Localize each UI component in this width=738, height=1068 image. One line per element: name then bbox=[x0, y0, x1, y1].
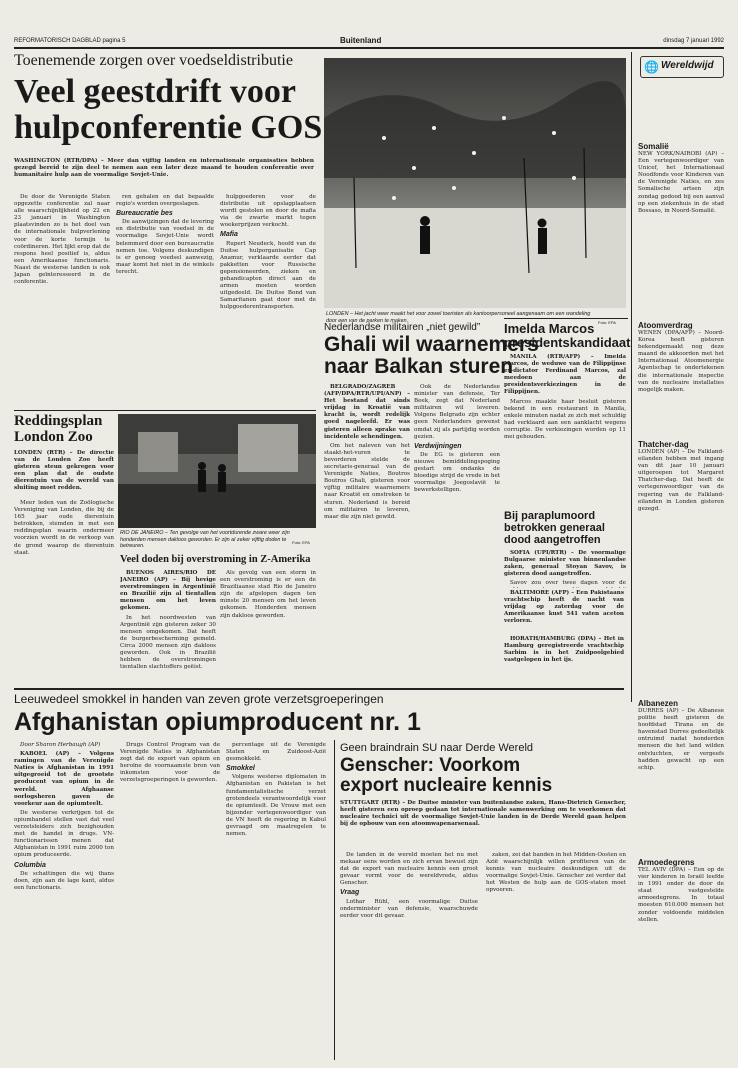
opium-headline: Afghanistan opiumproducent nr. 1 bbox=[14, 708, 421, 736]
header-rule bbox=[14, 47, 724, 49]
divider bbox=[504, 318, 628, 319]
photo-rio-caption: RIO DE JANEIRO – Ten gevolge van het voortdurende zware weer zijn honderden mensen dakloos geworden. Er zijn al zeker vijftig doden te betreuren. bbox=[120, 530, 290, 550]
lead-headline-line1: Veel geestdrift voor bbox=[14, 73, 296, 110]
sidebar-rule bbox=[631, 52, 632, 702]
opium-col3 bbox=[226, 742, 326, 1060]
ghali-col1 bbox=[324, 384, 410, 679]
wereldwijd-item-text: TEL AVIV (DPA) – Een op de vier kinderen in Israël leefde in 1991 onder de door de staat vastgestelde armoedegrens. In totaal moesten 610.000 mensen het zonder voldoende middelen stellen. bbox=[638, 867, 724, 923]
lead-col2-text-a: ren gehalen en dat bepaalde regio's worden overgeslagen. bbox=[116, 194, 214, 208]
lead-col3-text-a: hulpgoederen voor de distributie uit opslagplaatsen wordt gestolen en door de mafia via de zwarte markt tegen woekerprijzen verkocht. bbox=[220, 194, 316, 229]
opium-col1b-text: De schattingen die wij thans doen, zijn aan de lage kant, aldus een functionaris. bbox=[14, 870, 114, 891]
ghali-body: Om het naleven van het staakt-het-vuren te bevorderen stelde de secretaris-generaal van de Verenigde Naties, Boutros Boutros Ghali, gisteren voor vijftig militaire waarnemers naar Kroatië en omstreken te sturen. Nederland is bereid om militairen te leveren, maar die zijn niet gewild. bbox=[324, 442, 410, 520]
genscher-headline bbox=[340, 756, 630, 796]
wereldwijd-item-text: NEW YORK/NAIROBI (AP) – Een vertegenwoordiger van Unicef, het Internationaal Noodfonds voor Kinderen van de Verenigde Naties, en zes Somalische artsen zijn zondag gedood bij een aanval op een ziekenhuis in de stad Bossaso, in Noord-Somalië. bbox=[638, 151, 724, 214]
ghali-headline-line2: naar Balkan sturen bbox=[324, 355, 514, 378]
ghali-hamburg bbox=[504, 636, 624, 680]
lead-col3 bbox=[220, 194, 316, 404]
photo-london-caption: LONDEN – Het jacht weer maakt het voor zowel toeristen als kantoorpersoneel aangenaam om een wandeling door een van de parken te maken. bbox=[326, 311, 591, 324]
lead-headline-line2: hulpconferentie GOS bbox=[14, 109, 323, 146]
opium-col1 bbox=[14, 742, 114, 1060]
column-rule bbox=[334, 740, 335, 1060]
zoo-body-text: Meer leden van de Zoölogische Vereniging van Londen, die bij de 165 jaar oude dierentuin betrokken, stemden in met een reddingsplan waarin ondermeer voorzien wordt in de verkoop van de grond waarop de dierentuin staat. bbox=[14, 500, 114, 556]
imelda-text: Marcos maakte haar besluit gisteren bekend in een restaurant in Manila, enkele minuten nadat ze zich met schuldig had verklaard aan een aanklacht wegens corruptie. De verkiezingen worden op 11 mei gehouden. bbox=[504, 398, 626, 441]
paraplu-body bbox=[504, 550, 626, 588]
wereldwijd-list bbox=[638, 142, 724, 987]
ghali-col2 bbox=[414, 384, 500, 679]
ghali-intro: BELGRADO/ZAGREB (AFP/DPA/RTR/UPI/ANP) – Het bestand dat sinds vrijdag in Kroatië van kracht is, wordt redelijk goed nageleefd. Er was gisteren alleen sprake van incidentele schendingen. bbox=[324, 384, 410, 440]
zoo-headline bbox=[14, 413, 114, 445]
paraplu-headline bbox=[504, 510, 628, 546]
wereldwijd-item-head: Thatcher-dag bbox=[638, 440, 689, 449]
lead-col2-text: De aanwijzingen dat de levering en distributie van voedsel in de voormalige Sovjet-Unie wordt belemmerd door een bureaucratie nemen toe. Volgens deskundigen is er genoeg voedsel aanwezig, maar komt het niet in de winkels terecht. bbox=[116, 219, 214, 275]
divider bbox=[14, 410, 316, 411]
wereldwijd-item-head: Albanezen bbox=[638, 699, 679, 708]
genscher-headline-line2: export nucleaire kennis bbox=[340, 775, 553, 796]
photo-rio-flood bbox=[118, 414, 316, 528]
imelda-headline-line1: Imelda Marcos bbox=[504, 321, 595, 336]
genscher-kicker: Geen braindrain SU naar Derde Wereld bbox=[340, 742, 534, 754]
genscher-headline-line1: Genscher: Voorkom bbox=[340, 755, 521, 776]
paraplu-headline-line3: dood aangetroffen bbox=[504, 534, 601, 546]
zoo-headline-line2: London Zoo bbox=[14, 429, 93, 445]
hamburg-text: HORATH/HAMBURG (DPA) – Het in Hamburg geregistreerde vrachtschip Sarbim is in het Zuidpoolgebied vastgelopen in het ijs. bbox=[504, 636, 624, 664]
wereldwijd-item-head: Somalië bbox=[638, 142, 669, 151]
opium-kicker: Leeuwedeel smokkel in handen van zeven grote verzetsgroeperingen bbox=[14, 692, 384, 706]
lead-intro: WASHINGTON (RTR/DPA) – Meer dan vijftig landen en internationale organisaties hebben gezegd bereid te zijn deel te nemen aan een later deze maand te houden conferentie over humanitaire hulp aan de voormalige Sovjet-Unie. bbox=[14, 158, 314, 179]
wereldwijd-item-text: WENEN (DPA/AFP) – Noord-Korea heeft gisteren bekendgemaakt nog deze maand de akkoorden met het Internationaal Atoomenergie Agentschap te ondertekenen die internationale inspectie van de nucleaire installaties mogelijk maken. bbox=[638, 330, 724, 393]
zamerika-headline: Veel doden bij overstroming in Z-Amerika bbox=[120, 554, 311, 565]
paraplu-headline-line2: betrokken generaal bbox=[504, 522, 605, 534]
zamerika-col1 bbox=[120, 570, 216, 680]
opium-col1-text: De westerse verkrijgen tot de opiumhandel stellen vast dat veel verzetsleiders zich bezighouden met de handel in drugs. VN-functionarissen menen dat Afghanistan in 1991 ruim 2000 ton opium produceerde. bbox=[14, 809, 114, 859]
genscher-intro: STUTTGART (RTR) – De Duitse minister van buitenlandse zaken, Hans-Dietrich Genscher, heeft gisteren een oproep gedaan tot internationale samenwerking om te voorkomen dat nucleaire technici uit de voormalige Sovjet-Unie landen in de Derde Wereld gaan helpen bij de opbouw van een atoomwapenarsenaal. bbox=[340, 800, 626, 828]
photo-london-credit: Foto: EPA bbox=[598, 320, 616, 325]
imelda-body bbox=[504, 354, 626, 504]
genscher-col1 bbox=[340, 852, 478, 1060]
genscher-col2-text: zaken, zei dat banden in het Midden-Oosten en Azië waarschijnlijk willen profiteren van de kennis van nucleaire deskundigen uit de voormalige Sovjet-Unie. Genscher zei verder dat het Westen de hulp aan de GOS-staten moet opvoeren. bbox=[486, 852, 626, 894]
zoo-body bbox=[14, 500, 114, 675]
photo-london-image bbox=[324, 58, 626, 308]
zamerika-col2-text: Als gevolg van een storm in een overstroming is er een de Braziliaanse stad Rio de Janeiro zijn de afgelopen dagen ten minste 20 mensen om het leven gekomen. Honderden mensen zijn dakloos geworden. bbox=[220, 570, 316, 619]
paraplu-text: Savov zou over twee dagen voor de bbox=[510, 580, 626, 587]
opium-col3b-text: Volgens westerse diplomaten in Afghanistan en Pakistan is het fundamentalistische verzet grotendeels verantwoordelijk voor de opiumteelt. De Vrouw met een bijzonder vertegenwoordiger van de VN heeft de regering in Kabul gevraagd om maatregelen te nemen. bbox=[226, 774, 326, 838]
lead-col1 bbox=[14, 194, 110, 404]
wereldwijd-item-head: Armoedegrens bbox=[638, 858, 695, 867]
imelda-intro: MANILA (RTR/AFP) – Imelda Marcos, de weduwe van de Filippijnse ex-dictator Ferdinand Marcos, zal meedoen aan de presidentsverkiezingen in de Filippijnen. bbox=[504, 354, 626, 396]
photo-rio-credit: Foto: EPA bbox=[292, 540, 310, 545]
ghali-kicker: Nederlandse militairen „niet gewild” bbox=[324, 322, 481, 333]
opium-col2-text: Drugs Control Program van de Verenigde Naties in Afghanistan zegt dat de export van opium en heroïne de voornaamste bron van inkomsten voor de verzetsgroeperingen is geworden. bbox=[120, 742, 220, 784]
wereldwijd-box bbox=[640, 56, 724, 78]
genscher-col2 bbox=[486, 852, 626, 1060]
opium-byline: Door Sharon Herbaugh (AP) bbox=[20, 742, 101, 748]
header-paper-page: REFORMATORISCH DAGBLAD pagina 5 bbox=[14, 38, 126, 44]
lead-col3-subhead: Mafia bbox=[220, 231, 238, 239]
header-section: Buitenland bbox=[340, 36, 382, 45]
lead-kicker: Toenemende zorgen over voedseldistributie bbox=[14, 52, 293, 69]
zamerika-col2 bbox=[220, 570, 316, 680]
lead-headline bbox=[14, 74, 324, 146]
genscher-col1-subhead: Vraag bbox=[340, 889, 360, 897]
opium-intro: KABOEL (AP) – Volgens ramingen van de Verenigde Naties is Afghanistan in 1991 uitgegroeid tot de grootste producent van opium in de wereld. Afghaanse oorlogsheren gaven de voorkeur aan de opiumteelt. bbox=[14, 751, 114, 807]
paraplu-headline-line1: Bij paraplumoord bbox=[504, 510, 596, 522]
opium-col1-subhead: Columbia bbox=[14, 861, 46, 869]
wereldwijd-item-head: Atoomverdrag bbox=[638, 321, 693, 330]
ghali-headline-line1: Ghali wil waarnemers bbox=[324, 333, 539, 356]
zoo-headline-line1: Reddingsplan bbox=[14, 413, 103, 429]
lead-col2-subhead: Bureaucratie bes bbox=[116, 210, 173, 218]
header-date: dinsdag 7 januari 1992 bbox=[663, 38, 724, 44]
divider bbox=[14, 688, 624, 690]
zamerika-body: In het noordwesten van Argentinië zijn gisteren zeker 30 mensen omgekomen. Dat heeft de burgerbescherming gemeld. Circa 2000 mensen zijn dakloos geworden. Ook in Brazilië hebben de overstromingen tientallen slachtoffers geëist. bbox=[120, 614, 216, 671]
photo-rio-image bbox=[118, 414, 316, 528]
opium-col3-text: percentage uit de Verenigde Staten en Zuidoost-Azië gesmokkeld. bbox=[226, 742, 326, 763]
wereldwijd-item-text: LONDEN (AP) – De Falkland-eilanden hebben met ingang van dit jaar 10 januari uitgeroepen tot Margaret Thatcher-dag. Dat heeft de vertegenwoordiger van de regering van de Falkland-eilanden in Londen gisteren gezegd. bbox=[638, 449, 724, 512]
zamerika-intro: BUENOS AIRES/RIO DE JANEIRO (AP) – Bij hevige overstromingen in Argentinië en Brazilië zijn al tientallen mensen om het leven gekomen. bbox=[120, 570, 216, 612]
ghali-subhead: Verdwijningen bbox=[414, 442, 462, 450]
lead-col3-text: Rupert Neudeck, hoofd van de Duitse hulporganisatie Cap Anamur, verklaarde eerder dat pakketten voor Russische gepensioneerden, zieken en gehandicapten direct aan de armen moeten worden uitgedeeld. De Duitse Bond van Samaritanen gaat door met de hulpgoederentransporten. bbox=[220, 240, 316, 311]
wereldwijd-title: Wereldwijd bbox=[661, 60, 714, 71]
ghali-sub1-text: De EG is gisteren een nieuwe bemiddelingspoging gestart om ondanks de bloedige strijd de vrede in het voormalige Joegoslavië te bewerkstelligen. bbox=[414, 451, 500, 494]
lead-col2 bbox=[116, 194, 214, 404]
imelda-headline bbox=[504, 321, 631, 350]
zoo-intro: LONDEN (RTR) – De directie van de Londen Zoo heeft gisteren steun gekregen voor een plan dat de oudste dierentuin van de wereld van sluiting moet redden. bbox=[14, 450, 114, 492]
opium-col3-subhead: Smokkel bbox=[226, 765, 255, 773]
globe-icon: 🌐 bbox=[644, 60, 659, 74]
opium-col2 bbox=[120, 742, 220, 1060]
imelda-headline-line2: presidentskandidaat bbox=[504, 335, 631, 350]
ghali-baltimore bbox=[504, 590, 624, 630]
lead-col1-text: De door de Verenigde Staten opgezette conferentie zal naar alle waarschijnlijkheid op 22 en 23 januari in Washington plaatsvinden zo is het doel van de internationale hulpverlening voor de korte termijn te coördineren. Het lijkt erop dat de respons heel positief is, aldus een Amerikaanse functionaris. Naast de westerse landen is ook Japan geïnteresseerd in de conferentie. bbox=[14, 194, 110, 286]
paraplu-intro: SOFIA (UPI/RTR) – De voormalige Bulgaarse minister van binnenlandse zaken, generaal Stoyan Savov, is gisteren dood aangetroffen. bbox=[504, 550, 626, 578]
ghali-col2-text: Ook de Nederlandse minister van defensie, Ter Beek, zegt dat Nederland militairen wil leveren. Volgens Belgrado zijn echter geen Nederlanders gewenst omdat zij als partijdig worden gezien. bbox=[414, 384, 500, 440]
wereldwijd-item-text: DURRES (AP) – De Albanese politie heeft gisteren de hoofdstad Tirana en de havenstad Durres gedeeltelijk ontruimd nadat honderden mensen die het land wilden ontvluchten, er vergeefs hadden gewacht op een schip. bbox=[638, 708, 724, 771]
baltimore-text: BALTIMORE (AFP) – Een Pakistaans vrachtschip heeft de nacht van vrijdag op zaterdag voor de Amerikaanse kust 541 vaten aceton verloren. bbox=[504, 590, 624, 625]
photo-london-park bbox=[324, 58, 626, 308]
genscher-col1b-text: Lothar Rühl, een voormalige Duitse onderminister van defensie, waarschuwde eerder voor dit gevaar. bbox=[340, 898, 478, 919]
genscher-col1-text: De landen in de wereld moeten het nu met mekaar eens worden en zich ervan bewust zijn dat de export van nucleaire kennis een groot gevaar vormt voor de wereldvrede, aldus Genscher. bbox=[340, 852, 478, 887]
